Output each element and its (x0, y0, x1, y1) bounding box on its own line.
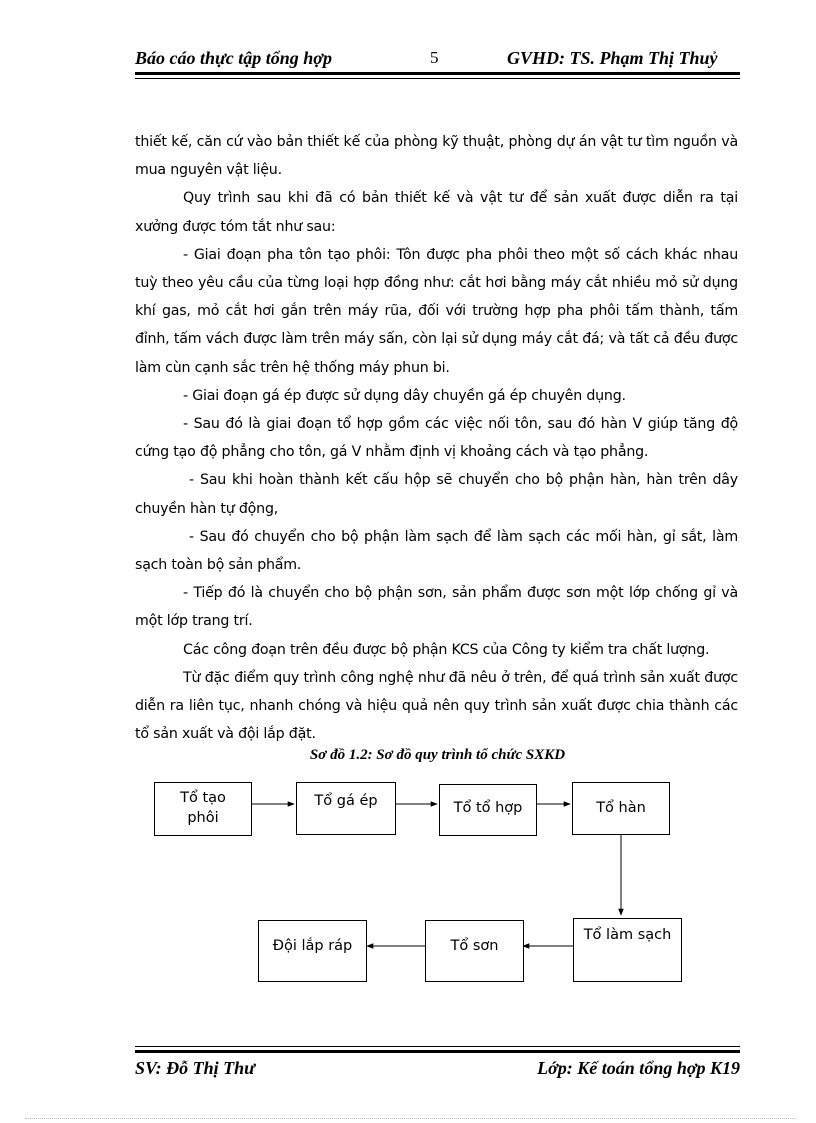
header-report-title: Báo cáo thực tập tổng hợp (135, 48, 332, 68)
box-to-han (572, 782, 670, 835)
footer-student: SV: Đỗ Thị Thư (135, 1058, 255, 1078)
footer-class: Lớp: Kế toán tổng hợp K19 (537, 1058, 740, 1078)
page-bottom-dotted-line (25, 1118, 795, 1119)
paragraph: Từ đặc điểm quy trình công nghệ như đã nêu ở trên, để quá trình sản xuất được diễn ra liên tục, nhanh chóng và hiệu quả nên quy trình sản xuất được chia thành các tổ sản xuất và đội lắp đặt. (135, 669, 738, 743)
box-to-to-hop-label: Tổ tổ hợp (453, 800, 523, 816)
paragraph: - Giai đoạn pha tôn tạo phôi: Tôn được pha phôi theo một số cách khác nhau tuỳ theo yêu cầu của từng loại hợp đồng như: cắt hơi bằng máy cắt nhiều mỏ sử dụng khí gas, mỏ cắt hơi gắn trên máy rũa, đối với trường hợp pha phôi tấm thành, tấm đỉnh, tấm vách được làm trên máy sấn, còn lại sử dụng máy cắt đá; và tất cả đều được làm cùn cạnh sắc trên hệ thống máy phun bi. (135, 246, 738, 376)
box-to-ga-ep-label: Tổ gá ép (314, 793, 378, 809)
box-to-lam-sach-label: Tổ làm sạch (583, 927, 672, 943)
box-to-tao-phoi-line1: Tổ tạo (180, 790, 226, 806)
footer-divider-thick (135, 1050, 740, 1053)
box-to-tao-phoi-line2: phôi (187, 810, 219, 826)
header-supervisor: GVHD: TS. Phạm Thị Thuỷ (507, 48, 718, 68)
paragraph: - Sau đó là giai đoạn tổ hợp gồm các việc nối tôn, sau đó hàn V giúp tăng độ cứng tạo độ phẳng cho tôn, gá V nhằm định vị khoảng cách và tạo phẳng. (135, 416, 738, 461)
box-to-tao-phoi (154, 782, 252, 836)
page-footer (135, 1058, 740, 1082)
paragraph: Quy trình sau khi đã có bản thiết kế và vật tư để sản xuất được diễn ra tại xưởng được tóm tắt như sau: (135, 190, 738, 235)
paragraph: Các công đoạn trên đều được bộ phận KCS của Công ty kiểm tra chất lượng. (183, 641, 710, 658)
diagram-caption: Sơ đồ 1.2: Sơ đồ quy trình tổ chức SXKD (309, 747, 566, 763)
box-to-han-label: Tổ hàn (596, 800, 646, 816)
box-to-to-hop (439, 784, 537, 836)
box-doi-lap-rap (258, 920, 367, 982)
box-to-son-label: Tổ sơn (450, 938, 499, 954)
box-to-son (425, 920, 524, 982)
paragraph: - Tiếp đó là chuyển cho bộ phận sơn, sản phẩm được sơn một lớp chống gỉ và một lớp trang trí. (135, 585, 738, 630)
footer-divider-thin (135, 1046, 740, 1047)
paragraph: - Giai đoạn gá ép được sử dụng dây chuyền gá ép chuyên dụng. (183, 387, 626, 404)
page-number: 5 (430, 48, 439, 67)
box-to-ga-ep (296, 782, 396, 835)
box-doi-lap-rap-label: Đội lắp ráp (272, 938, 353, 954)
box-to-lam-sach (573, 918, 682, 982)
paragraph: - Sau khi hoàn thành kết cấu hộp sẽ chuyển cho bộ phận hàn, hàn trên dây chuyền hàn tự động, (135, 472, 738, 517)
paragraph: thiết kế, căn cứ vào bản thiết kế của phòng kỹ thuật, phòng dự án vật tư tìm nguồn và mua nguyên vật liệu. (135, 134, 738, 179)
paragraph: - Sau đó chuyển cho bộ phận làm sạch để làm sạch các mối hàn, gỉ sắt, làm sạch toàn bộ sản phẩm. (135, 528, 738, 574)
